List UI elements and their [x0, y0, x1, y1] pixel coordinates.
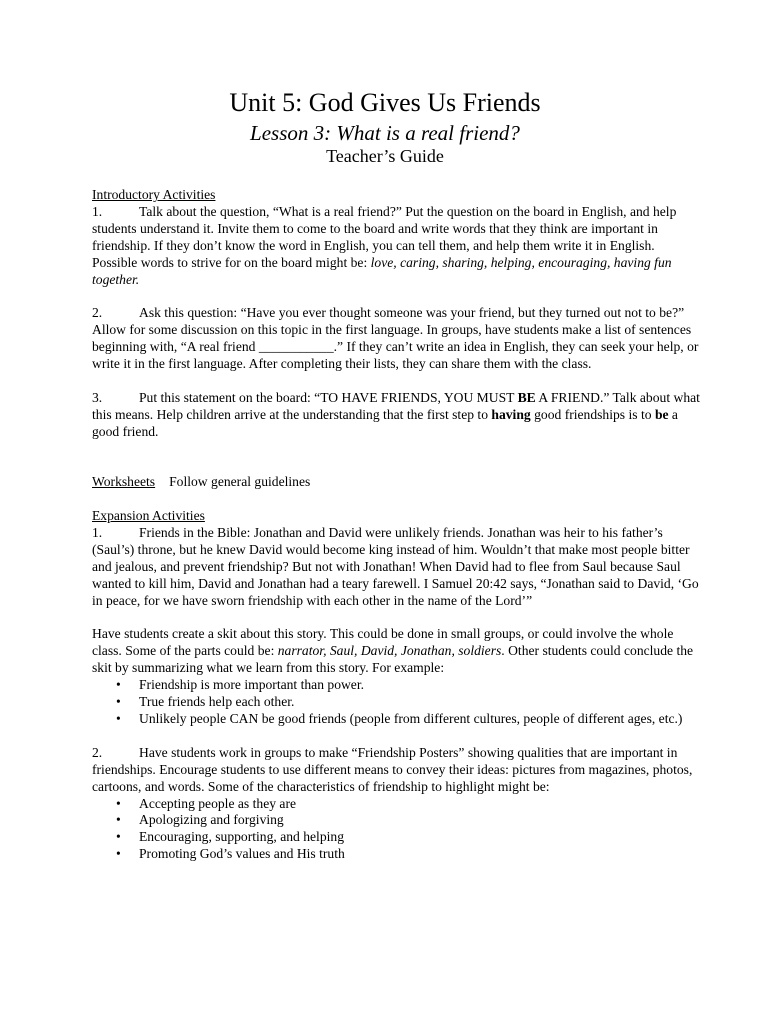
bullet-list-lessons [92, 677, 702, 728]
unit-title: Unit 5: God Gives Us Friends [229, 88, 541, 117]
list-item [92, 711, 702, 728]
skit-paragraph [92, 626, 702, 677]
paragraph-text: A FRIEND.” Talk about what this means. Help children arrive at the understanding that the first step to [92, 389, 700, 422]
item-number: 2. [92, 305, 103, 321]
paragraph-text: Have students create a skit about this story. This could be done in small groups, or could involve the whole class. Some of the parts could be: [92, 626, 674, 659]
bullet-list-characteristics [92, 796, 702, 864]
bullet-icon: • [116, 795, 121, 811]
paragraph-text: Friends in the Bible: Jonathan and David were unlikely friends. Jonathan was heir to his father’s (Saul’s) throne, but he knew David would become king instead of him. Wouldn’t that make most people bitter and jealous, and prevent friendship? But not with Jonathan! When David had to flee from Saul because Saul wanted to kill him, David and Jonathan had a teary farewell. I Samuel 20:42 says, “Jonathan said to David, ‘Go in peace, for we have sworn friendship with each other in the name of the Lord’” [92, 525, 699, 608]
list-item-text: Unlikely people CAN be good friends (people from different cultures, people of different ages, etc.) [139, 711, 683, 727]
list-item [92, 694, 702, 711]
paragraph-text: a good friend. [92, 406, 678, 439]
paragraph-italic-text: narrator, Saul, David, Jonathan, soldiers [277, 643, 502, 659]
paragraph-text: Have students work in groups to make “Friendship Posters” showing qualities that are important in friendships. Encourage students to use different means to convey their ideas: pictures from magazines, photos, cartoons, and words. Some of the characteristics of friendship to highlight might be: [92, 744, 693, 794]
list-item [92, 796, 702, 813]
bullet-icon: • [116, 694, 121, 710]
paragraph-italic-text: love, caring, sharing, helping, encouraging, having fun together. [92, 254, 672, 287]
lesson-subtitle: Lesson 3: What is a real friend? [250, 121, 520, 145]
list-item [92, 829, 702, 846]
bullet-icon: • [116, 812, 121, 828]
bold-text: be [654, 406, 669, 422]
item-number: 1. [92, 203, 103, 219]
bullet-icon: • [116, 677, 121, 693]
list-item-text: Accepting people as they are [139, 795, 297, 811]
teachers-guide-label: Teacher’s Guide [326, 146, 444, 166]
paragraph-text: good friendships is to [530, 406, 655, 422]
document-body [92, 187, 702, 863]
list-item-text: True friends help each other. [139, 694, 295, 710]
list-item-text: Encouraging, supporting, and helping [139, 829, 345, 845]
bullet-icon: • [116, 846, 121, 862]
list-item [92, 846, 702, 863]
introductory-activities-heading: Introductory Activities [92, 187, 216, 202]
intro-paragraph-3 [92, 390, 702, 441]
item-number: 3. [92, 389, 103, 405]
bullet-icon: • [116, 829, 121, 845]
worksheets-line [92, 474, 702, 491]
paragraph-text: Talk about the question, “What is a real friend?” Put the question on the board in English, and help students understand it. Invite them to come to the board and write words that they think are important in friendship. If they don’t know the word in English, you can tell them, and help them write it in English. Possible words to strive for on the board might be: [92, 203, 677, 270]
intro-paragraph-2 [92, 305, 702, 373]
item-number: 2. [92, 744, 103, 760]
bold-text: BE [517, 389, 536, 405]
bold-text: having [491, 406, 531, 422]
worksheets-heading: Worksheets [92, 474, 156, 490]
paragraph-text: Ask this question: “Have you ever thought someone was your friend, but they turned out not to be?” Allow for some discussion on this topic in the first language. In groups, have students make a list of sentences beginning with, “A real friend ___________.” If they can’t write an idea in English, they can seek your help, or write it in the first language. After completing their lists, they can share them with the class. [92, 305, 699, 372]
list-item-text: Apologizing and forgiving [139, 812, 284, 828]
list-item [92, 812, 702, 829]
expansion-paragraph-2 [92, 745, 702, 796]
list-item-text: Promoting God’s values and His truth [139, 846, 345, 862]
item-number: 1. [92, 525, 103, 541]
list-item [92, 677, 702, 694]
expansion-activities-heading: Expansion Activities [92, 508, 205, 524]
intro-paragraph-1 [92, 204, 702, 289]
expansion-paragraph-1 [92, 525, 702, 610]
bullet-icon: • [116, 711, 121, 727]
paragraph-text: Put this statement on the board: “TO HAVE FRIENDS, YOU MUST [139, 389, 518, 405]
list-item-text: Friendship is more important than power. [139, 677, 365, 693]
paragraph-text: . Other students could conclude the skit by summarizing what we learn from this story. For example: [92, 643, 694, 676]
worksheets-text: Follow general guidelines [169, 474, 311, 490]
